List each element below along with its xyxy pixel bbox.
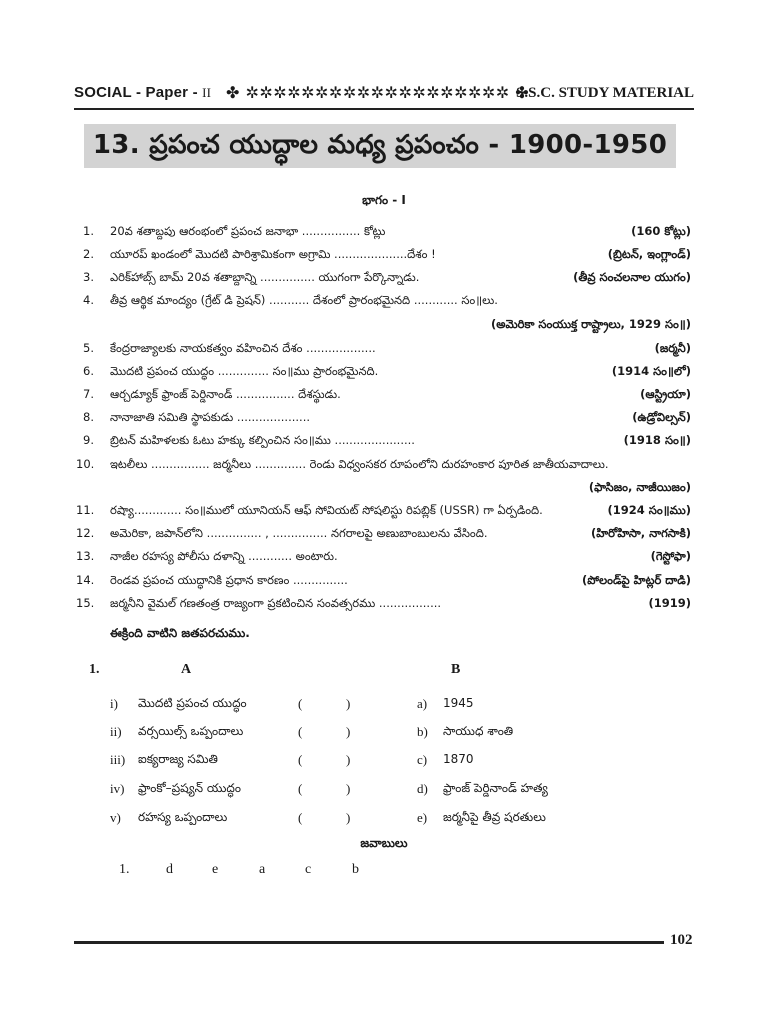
- matching-right-text: 1945: [443, 696, 474, 710]
- question-answer: (అమెరికా సంయుక్త రాష్ట్రాలు, 1929 సం॥): [491, 317, 691, 331]
- question-answer: (హిరోహిసా, నాగసాకి): [591, 526, 691, 540]
- question-row: [76, 431, 691, 449]
- matching-left-text: ఫ్రాంకో–ప్రష్యన్ యుద్ధం: [138, 781, 241, 795]
- matching-blank-close: ): [346, 752, 351, 767]
- matching-blank-close: ): [346, 724, 351, 739]
- question-answer: (బ్రిటన్, ఇంగ్లాండ్): [607, 247, 691, 261]
- matching-left-label: iii): [110, 752, 126, 767]
- matching-left-label: v): [110, 810, 121, 825]
- question-answer: (తీవ్ర సంచలనాల యుగం): [573, 270, 691, 284]
- question-text: కేంద్రరాజ్యాలకు నాయకత్వం వహించిన దేశం ...................: [110, 341, 376, 355]
- question-number: 3.: [83, 270, 94, 284]
- matching-right-text: ఫ్రాంజ్ పెర్డినాండ్ హత్య: [443, 781, 548, 795]
- matching-left-text: ఐక్యరాజ్య సమితి: [138, 752, 218, 766]
- question-text: మొదటి ప్రపంచ యుద్ధం .............. సం॥ము ప్రారంభమైనది.: [110, 364, 379, 378]
- question-number: 14.: [76, 573, 95, 587]
- question-text: బ్రిటన్ మహిళలకు ఓటు హక్కు కల్పించిన సం॥ము ......................: [110, 433, 415, 447]
- question-row: [76, 478, 691, 496]
- matching-left-text: వర్సయిల్స్ ఒప్పందాలు: [138, 724, 244, 738]
- question-row: [76, 455, 691, 473]
- matching-left-label: iv): [110, 781, 125, 796]
- matching-blank-open: (: [298, 752, 303, 767]
- question-number: 9.: [83, 433, 94, 447]
- question-row: [76, 571, 691, 589]
- matching-right-label: c): [417, 752, 428, 767]
- question-text: ఆర్చడ్యూక్ ఫ్రాంజ్ పెర్డినాండ్ ................ దేశస్థుడు.: [110, 387, 341, 401]
- matching-instruction: ఈక్రింది వాటిని జతపరచుము.: [110, 626, 250, 640]
- question-answer: (జర్మనీ): [654, 341, 691, 355]
- section-label: భాగం - I: [362, 193, 406, 207]
- matching-right-text: 1870: [443, 752, 474, 766]
- matching-right-label: d): [417, 781, 428, 796]
- question-text: రష్యా............. సం॥ములో యూనియన్ ఆఫ్ సోవియట్ సోషలిస్టు రిపబ్లిక్ (USSR) గా ఏర్పడింది.: [110, 503, 543, 517]
- matching-left-text: రహస్య ఒప్పందాలు: [138, 810, 228, 824]
- question-text: యూరప్ ఖండంలో మొదటి పారిశ్రామికంగా అగ్రామి ....................దేశం !: [110, 247, 436, 261]
- question-number: 11.: [76, 503, 95, 517]
- question-number: 6.: [83, 364, 94, 378]
- question-answer: (ఉడ్రోవిల్సన్): [632, 410, 691, 424]
- page-number: 102: [670, 932, 693, 948]
- question-number: 13.: [76, 549, 95, 563]
- question-text: 20వ శతాబ్దపు ఆరంభంలో ప్రపంచ జనాభా ................ కోట్లు: [110, 224, 386, 238]
- question-row: [76, 339, 691, 357]
- question-number: 4.: [83, 293, 94, 307]
- matching-left-text: మొదటి ప్రపంచ యుద్ధం: [138, 696, 247, 710]
- question-text: నానాజాతి సమితి స్థాపకుడు ....................: [110, 410, 311, 424]
- answer-number: 1.: [119, 862, 130, 877]
- footer-divider: [74, 941, 664, 944]
- question-answer: (1914 సం॥లో): [611, 364, 691, 378]
- matching-left-label: ii): [110, 724, 122, 739]
- question-row: [76, 501, 691, 519]
- matching-blank-open: (: [298, 810, 303, 825]
- question-number: 15.: [76, 596, 95, 610]
- study-material-label: S.S.C. STUDY MATERIAL: [516, 85, 694, 101]
- question-text: అమెరికా, జపాన్‌లోని ............... , ............... నగరాలపై అణుబాంబులను వేసింది.: [110, 526, 488, 540]
- question-answer: (1918 సం॥): [623, 433, 691, 447]
- question-text: నాజీల రహస్య పోలీసు దళాన్ని ............ అంటారు.: [110, 549, 338, 563]
- matching-right-label: a): [417, 696, 428, 711]
- question-row: [76, 222, 691, 240]
- matching-number: 1.: [89, 662, 100, 677]
- question-answer: (1924 సం॥ము): [607, 503, 691, 517]
- matching-row: [0, 696, 768, 716]
- matching-blank-open: (: [298, 781, 303, 796]
- matching-right-text: జర్మనీపై తీవ్ర షరతులు: [443, 810, 546, 824]
- question-row: [76, 315, 691, 333]
- answer-letter: d: [166, 862, 173, 877]
- question-number: 2.: [83, 247, 94, 261]
- header-divider: [74, 108, 694, 110]
- question-text: ఎరిక్‌హాబ్స్ బామ్ 20వ శతాబ్దాన్ని ............... యుగంగా పేర్కొన్నాడు.: [110, 270, 420, 284]
- question-row: [76, 524, 691, 542]
- matching-row: [0, 781, 768, 801]
- answer-letter: e: [212, 862, 219, 877]
- matching-blank-close: ): [346, 696, 351, 711]
- question-number: 7.: [83, 387, 94, 401]
- question-number: 10.: [76, 457, 95, 471]
- header-ornament: ✤ ✲✲✲✲✲✲✲✲✲✲✲✲✲✲✲✲✲✲✲ ✤: [226, 83, 530, 102]
- question-answer: (ఫాసిజం, నాజీయిజం): [588, 480, 691, 494]
- question-answer: (ఆస్ట్రియా): [640, 387, 691, 401]
- question-row: [76, 385, 691, 403]
- matching-blank-close: ): [346, 781, 351, 796]
- question-number: 1.: [83, 224, 94, 238]
- answer-letter: c: [305, 862, 312, 877]
- question-text: జర్మనీని వైమల్ గణతంత్ర రాజ్యంగా ప్రకటించిన సంవత్సరము .................: [110, 596, 442, 610]
- question-text: రెండవ ప్రపంచ యుద్ధానికి ప్రధాన కారణం ...............: [110, 573, 348, 587]
- matching-right-label: b): [417, 724, 428, 739]
- matching-blank-open: (: [298, 696, 303, 711]
- column-b-header: B: [451, 662, 461, 677]
- question-row: [76, 547, 691, 565]
- question-row: [76, 291, 691, 309]
- chapter-title-box: [84, 124, 676, 168]
- chapter-title: 13. ప్రపంచ యుద్ధాల మధ్య ప్రపంచం - 1900-1950: [92, 130, 668, 160]
- answer-letter: b: [352, 862, 359, 877]
- matching-right-label: e): [417, 810, 428, 825]
- question-row: [76, 245, 691, 263]
- question-answer: (పోలండ్‌పై హిట్లర్ దాడి): [582, 573, 691, 587]
- question-row: [76, 362, 691, 380]
- page-header: [74, 82, 694, 104]
- question-row: [76, 268, 691, 286]
- subject-label: SOCIAL - Paper - II: [74, 84, 212, 101]
- question-answer: (160 కోట్లు): [631, 224, 691, 238]
- question-answer: (1919): [648, 596, 691, 610]
- question-row: [76, 594, 691, 612]
- question-answer: (గెస్టోఫా): [650, 549, 691, 563]
- column-a-header: A: [181, 662, 192, 677]
- question-text: ఇటలీలు ................ జర్మనీలు .............. రెండు విధ్వంసకర రూపంలోని దురహంకార పూరిత జాతీయవాదాలు.: [110, 457, 609, 471]
- answers-heading: జవాబులు: [360, 836, 408, 850]
- matching-row: [0, 752, 768, 772]
- matching-row: [0, 810, 768, 830]
- matching-row: [0, 724, 768, 744]
- matching-blank-close: ): [346, 810, 351, 825]
- paper-number: II: [202, 85, 212, 100]
- question-number: 5.: [83, 341, 94, 355]
- question-number: 8.: [83, 410, 94, 424]
- question-text: తీవ్ర ఆర్థిక మాంద్యం (గ్రేట్ డి ప్రెషన్) ........... దేశంలో ప్రారంభమైనది ............ సం॥లు.: [110, 293, 498, 307]
- question-number: 12.: [76, 526, 95, 540]
- matching-left-label: i): [110, 696, 118, 711]
- matching-blank-open: (: [298, 724, 303, 739]
- matching-right-text: సాయుధ శాంతి: [443, 724, 514, 738]
- question-row: [76, 408, 691, 426]
- answer-letter: a: [259, 862, 266, 877]
